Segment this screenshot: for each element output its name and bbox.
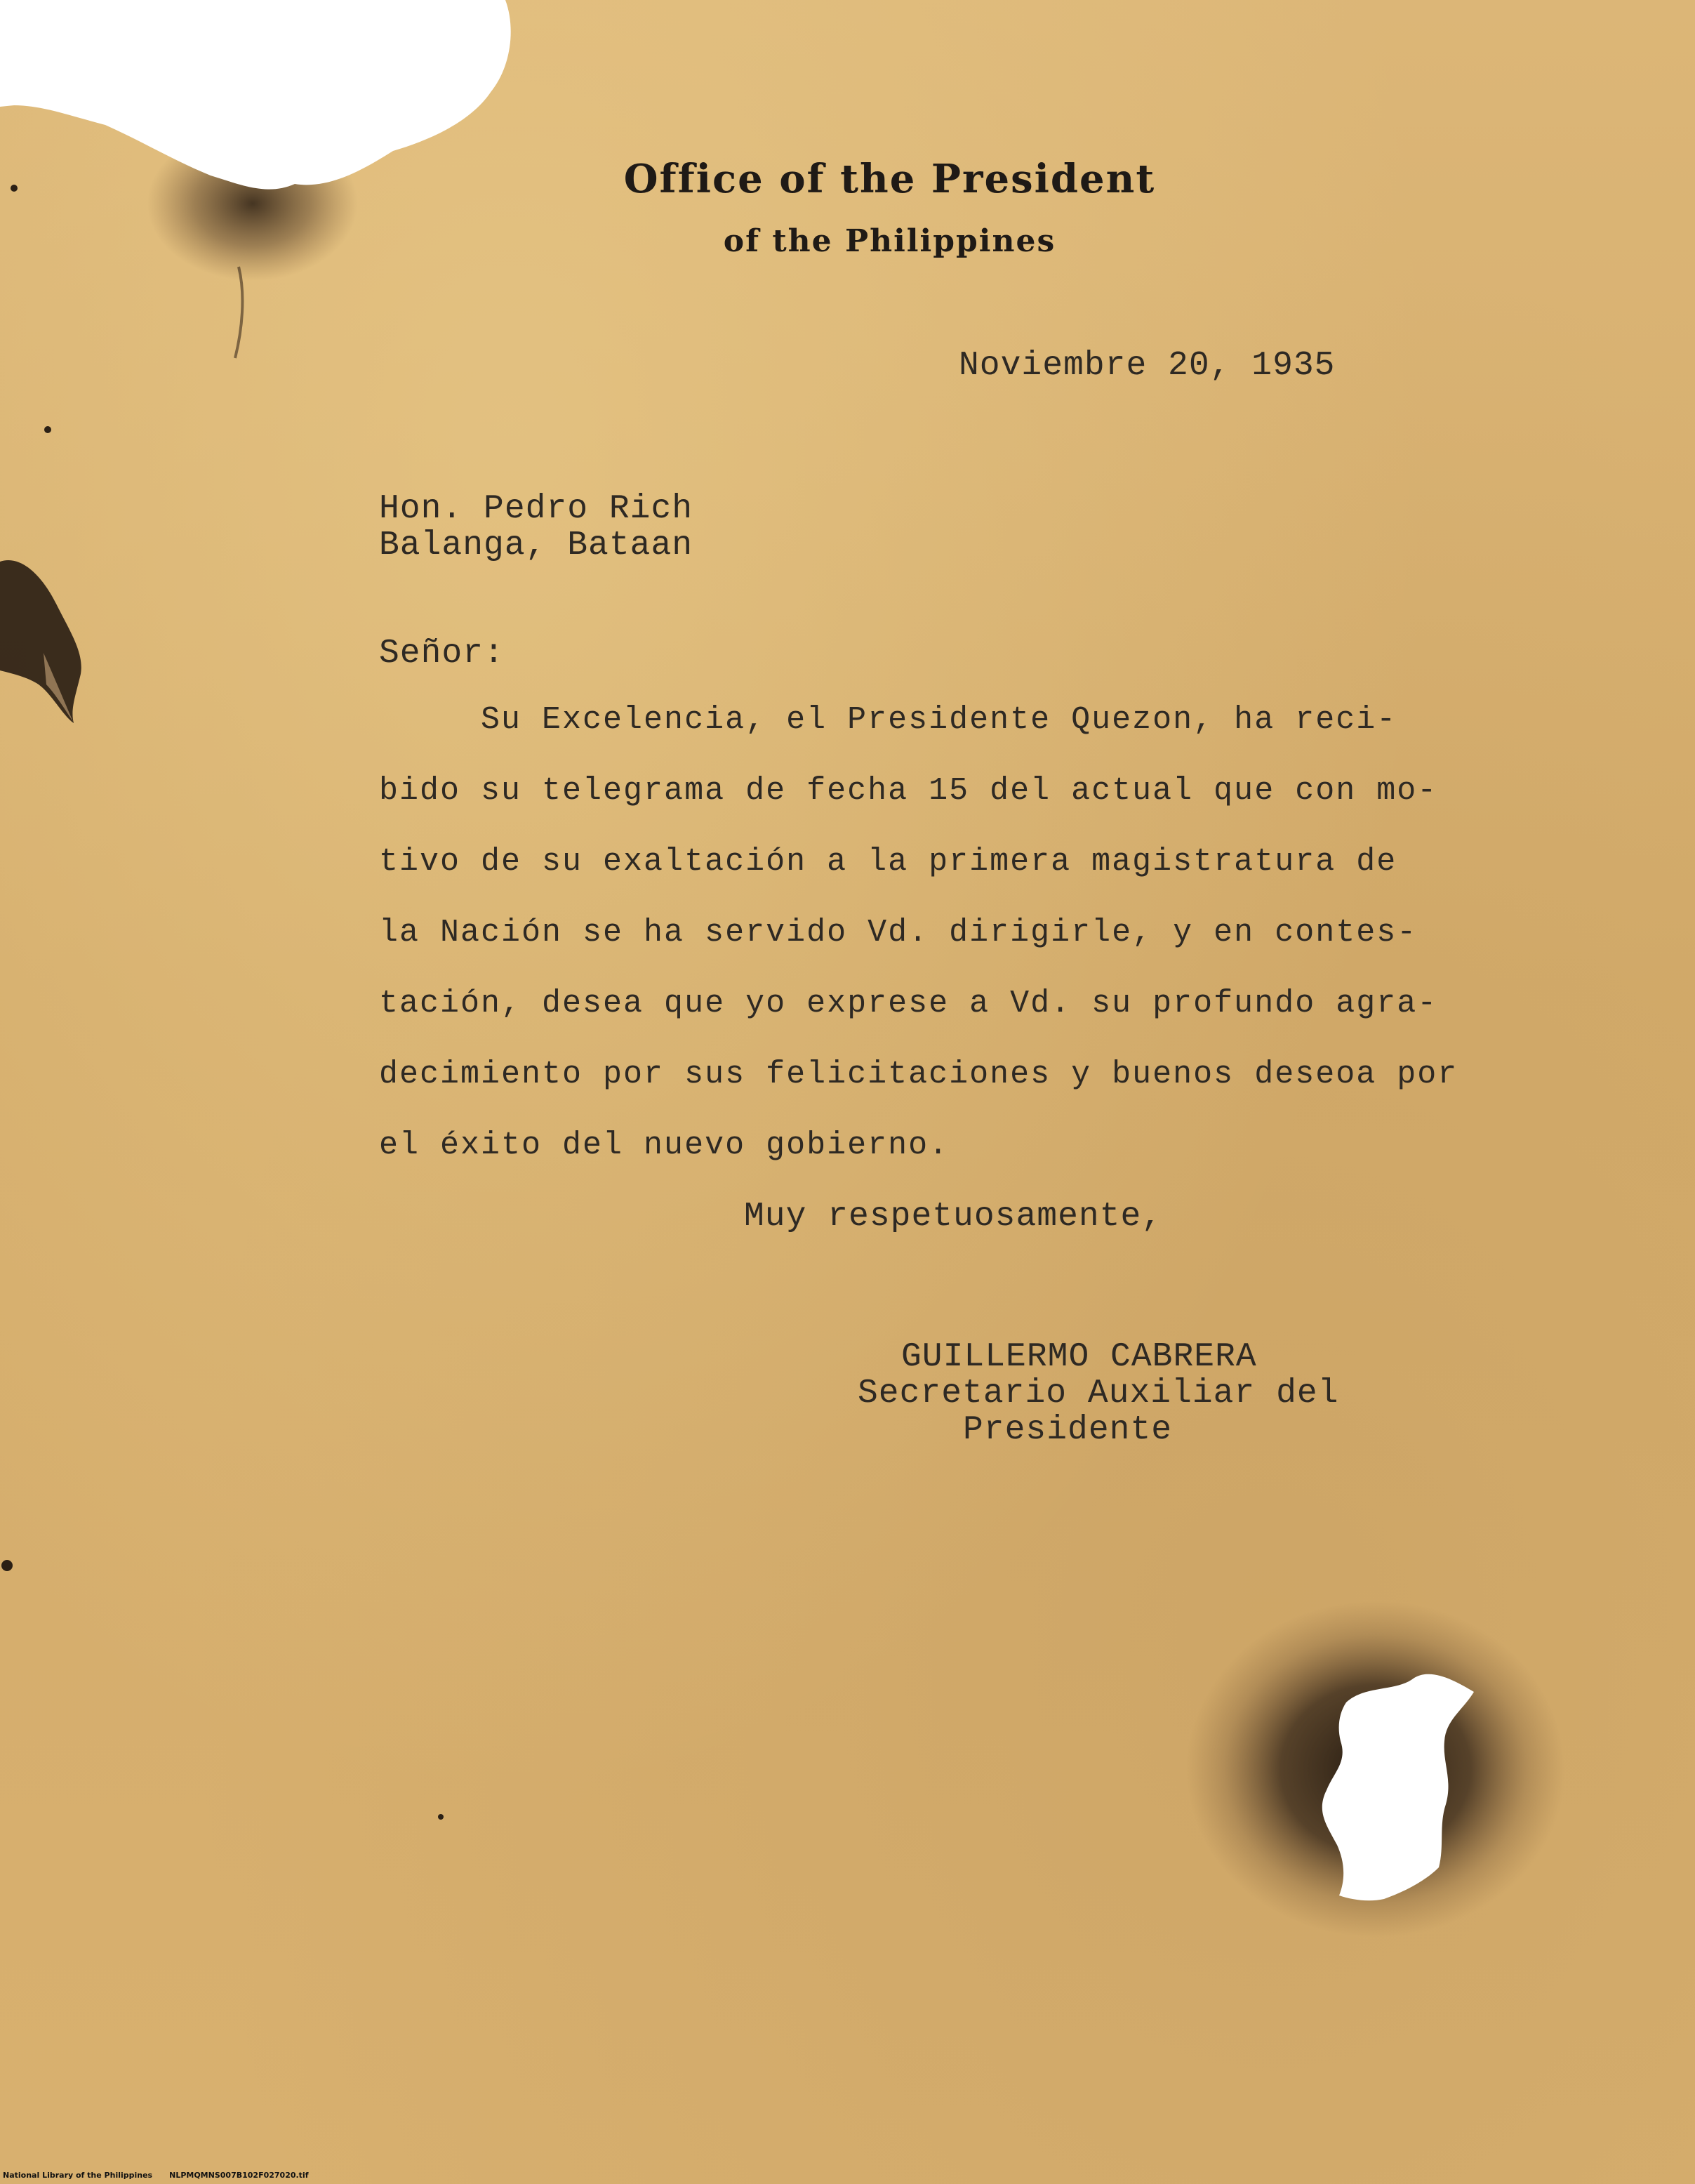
recipient-name: Hon. Pedro Rich <box>379 490 693 528</box>
salutation: Señor: <box>379 635 505 673</box>
body-line: tivo de su exaltación a la primera magistratura de <box>379 844 1397 880</box>
recipient-location: Balanga, Bataan <box>379 527 693 564</box>
archive-footer <box>3 2171 326 2180</box>
closing: Muy respetuosamente, <box>744 1198 1163 1236</box>
body-line: tación, desea que yo exprese a Vd. su profundo agra- <box>379 986 1438 1021</box>
body-line: el éxito del nuevo gobierno. <box>379 1127 950 1163</box>
body-line: bido su telegrama de fecha 15 del actual que con mo- <box>379 773 1438 809</box>
burn-mark-left <box>0 560 81 723</box>
body-line: decimiento por sus felicitaciones y buenos deseoa por <box>379 1057 1458 1092</box>
body-line: la Nación se ha servido Vd. dirigirle, y en contes- <box>379 915 1418 951</box>
signature-title: Secretario Auxiliar del <box>858 1375 1339 1412</box>
signature-title-continued: Presidente <box>963 1411 1173 1449</box>
archive-institution: National Library of the Philippines <box>3 2171 153 2180</box>
body-line: Su Excelencia, el Presidente Quezon, ha reci- <box>379 702 1397 738</box>
letterhead-title: Office of the President <box>623 156 1156 202</box>
archive-file-id: NLPMQMNS007B102F027020.tif <box>169 2171 309 2180</box>
letter-date: Noviembre 20, 1935 <box>959 347 1336 385</box>
signature-name: GUILLERMO CABRERA <box>901 1338 1257 1376</box>
letterhead-subtitle: of the Philippines <box>723 223 1056 259</box>
